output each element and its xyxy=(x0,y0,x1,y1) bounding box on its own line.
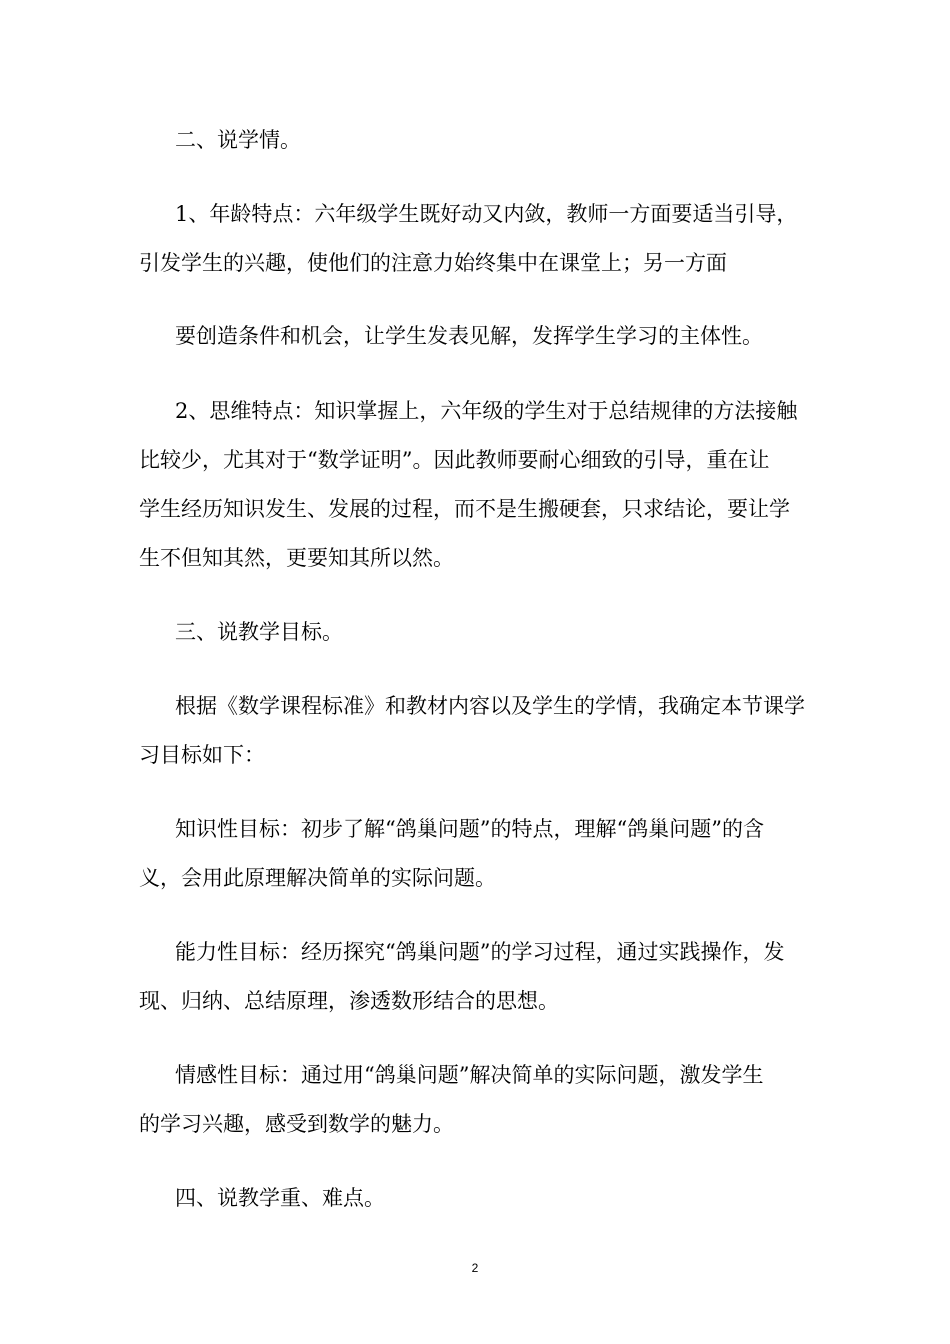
paragraph-line: 的学习兴趣，感受到数学的魅力。 xyxy=(139,1112,454,1136)
paragraph-line: 习目标如下： xyxy=(139,743,265,767)
section-heading-student-situation: 二、说学情。 xyxy=(175,128,301,152)
paragraph-line: 引发学生的兴趣，使他们的注意力始终集中在课堂上；另一方面 xyxy=(139,251,727,275)
section-heading-teaching-objectives: 三、说教学目标。 xyxy=(175,620,343,644)
paragraph-line: 知识性目标：初步了解“鸽巢问题”的特点，理解“鸽巢问题”的含 xyxy=(175,817,764,841)
paragraph-line: 1、年龄特点：六年级学生既好动又内敛，教师一方面要适当引导， xyxy=(175,202,798,226)
paragraph-line: 情感性目标：通过用“鸽巢问题”解决简单的实际问题，激发学生 xyxy=(175,1063,764,1087)
paragraph-line: 比较少，尤其对于“数学证明”。因此教师要耐心细致的引导，重在让 xyxy=(139,448,770,472)
paragraph-line: 根据《数学课程标准》和教材内容以及学生的学情，我确定本节课学 xyxy=(175,694,805,718)
paragraph-line: 要创造条件和机会，让学生发表见解，发挥学生学习的主体性。 xyxy=(175,324,763,348)
paragraph-line: 2、思维特点：知识掌握上，六年级的学生对于总结规律的方法接触 xyxy=(175,399,798,423)
paragraph-line: 义，会用此原理解决简单的实际问题。 xyxy=(139,866,496,890)
paragraph-line: 能力性目标：经历探究“鸽巢问题”的学习过程，通过实践操作，发 xyxy=(175,940,785,964)
paragraph-line: 学生经历知识发生、发展的过程，而不是生搬硬套，只求结论，要让学 xyxy=(139,497,790,521)
page-number: 2 xyxy=(471,1261,479,1275)
section-heading-key-difficult-points: 四、说教学重、难点。 xyxy=(175,1186,385,1210)
paragraph-line: 生不但知其然，更要知其所以然。 xyxy=(139,546,454,570)
paragraph-line: 现、归纳、总结原理，渗透数形结合的思想。 xyxy=(139,989,559,1013)
